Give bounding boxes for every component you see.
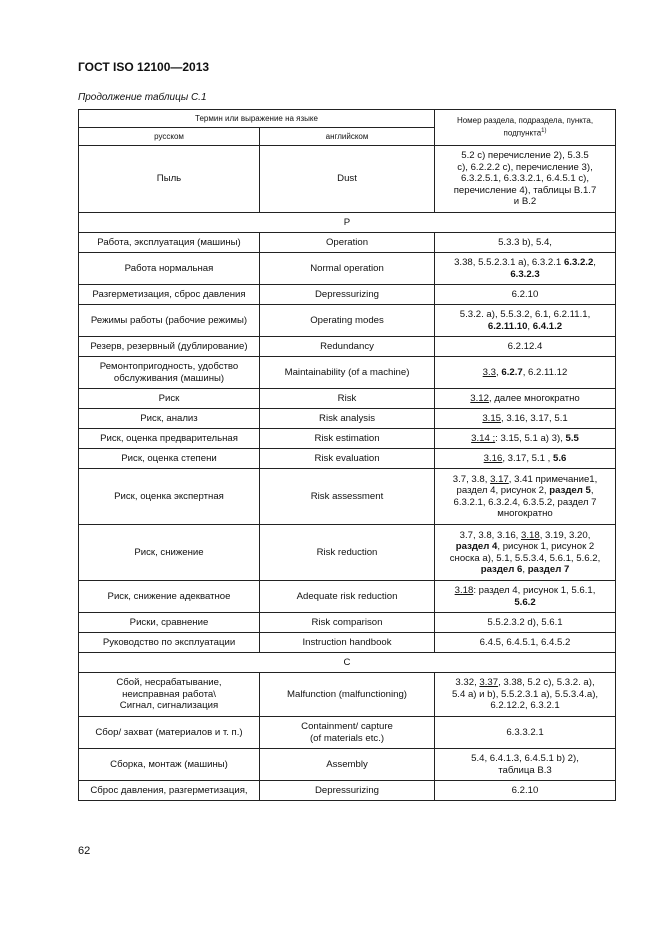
cell-en: Risk assessment — [260, 469, 435, 525]
cell-en: Instruction handbook — [260, 633, 435, 653]
table-row — [79, 717, 616, 749]
cell-ref: 3.18: раздел 4, рисунок 1, 5.6.1, 5.6.2 — [435, 581, 616, 613]
table-row — [79, 253, 616, 285]
cell-ref: 5.5.2.3.2 d), 5.6.1 — [435, 613, 616, 633]
section-letter: С — [79, 653, 616, 673]
cell-ru: Риски, сравнение — [79, 613, 260, 633]
cell-en: Assembly — [260, 749, 435, 781]
cell-en: Risk comparison — [260, 613, 435, 633]
cell-en: Depressurizing — [260, 285, 435, 305]
table-row — [79, 613, 616, 633]
cell-ru: Риск — [79, 389, 260, 409]
cell-ru: Сброс давления, разгерметизация, — [79, 781, 260, 801]
cell-ref: 6.3.3.2.1 — [435, 717, 616, 749]
cell-en: Malfunction (malfunctioning) — [260, 673, 435, 717]
cell-ref: 3.15, 3.16, 3.17, 5.1 — [435, 409, 616, 429]
cell-en: Operating modes — [260, 305, 435, 337]
cell-ru: Пыль — [79, 146, 260, 213]
cell-ref: 6.4.5, 6.4.5.1, 6.4.5.2 — [435, 633, 616, 653]
terms-table — [78, 109, 616, 801]
table-row — [79, 525, 616, 581]
cell-en: Depressurizing — [260, 781, 435, 801]
cell-ref: 3.38, 5.5.2.3.1 a), 6.3.2.1 6.3.2.2, 6.3.2.3 — [435, 253, 616, 285]
cell-ref: 5.4, 6.4.1.3, 6.4.5.1 b) 2), таблица В.3 — [435, 749, 616, 781]
cell-ref: 3.32, 3.37, 3.38, 5.2 c), 5.3.2. a), 5.4 a) и b), 5.5.2.3.1 a), 5.5.3.4.a), 6.2.12.2, 6.3.2.1 — [435, 673, 616, 717]
cell-ru: Риск, оценка степени — [79, 449, 260, 469]
table-row — [79, 749, 616, 781]
cell-ref: 5.2 c) перечисление 2), 5.3.5 c), 6.2.2.2 c), перечисление 3), 6.3.2.5.1, 6.3.3.2.1, 6.4.5.1 c), перечисление 4), таблицы В.1.7 и В.2 — [435, 146, 616, 213]
cell-ru: Резерв, резервный (дублирование) — [79, 337, 260, 357]
table-row — [79, 409, 616, 429]
cell-ru: Сбой, несрабатывание, неисправная работа\ Сигнал, сигнализация — [79, 673, 260, 717]
cell-ru: Сборка, монтаж (машины) — [79, 749, 260, 781]
table-row — [79, 449, 616, 469]
cell-en: Risk — [260, 389, 435, 409]
cell-ru: Режимы работы (рабочие режимы) — [79, 305, 260, 337]
cell-ru: Сбор/ захват (материалов и т. п.) — [79, 717, 260, 749]
cell-ru: Риск, снижение — [79, 525, 260, 581]
cell-ref: 5.3.2. a), 5.5.3.2, 6.1, 6.2.11.1, 6.2.11.10, 6.4.1.2 — [435, 305, 616, 337]
cell-ru: Руководство по эксплуатации — [79, 633, 260, 653]
cell-ru: Риск, оценка предварительная — [79, 429, 260, 449]
table-row — [79, 146, 616, 213]
table-row — [79, 581, 616, 613]
table-row — [79, 673, 616, 717]
cell-en: Risk evaluation — [260, 449, 435, 469]
cell-en: Redundancy — [260, 337, 435, 357]
cell-en: Normal operation — [260, 253, 435, 285]
cell-en: Containment/ capture (of materials etc.) — [260, 717, 435, 749]
header-ru: русском — [79, 128, 260, 146]
table-row — [79, 781, 616, 801]
cell-en: Risk analysis — [260, 409, 435, 429]
cell-ru: Работа нормальная — [79, 253, 260, 285]
cell-ru: Риск, снижение адекватное — [79, 581, 260, 613]
table-row — [79, 389, 616, 409]
cell-en: Risk estimation — [260, 429, 435, 449]
cell-ref: 6.2.10 — [435, 781, 616, 801]
cell-ru: Разгерметизация, сброс давления — [79, 285, 260, 305]
table-row — [79, 633, 616, 653]
page-number: 62 — [78, 845, 91, 857]
cell-en: Dust — [260, 146, 435, 213]
table-row — [79, 233, 616, 253]
cell-en: Maintainability (of a machine) — [260, 357, 435, 389]
cell-ref: 3.7, 3.8, 3.16, 3.18, 3.19, 3.20, раздел 4, рисунок 1, рисунок 2 сноска a), 5.1, 5.5.3.4, 5.6.1, 5.6.2, раздел 6, раздел 7 — [435, 525, 616, 581]
cell-en: Adequate risk reduction — [260, 581, 435, 613]
header-en: английском — [260, 128, 435, 146]
cell-ru: Работа, эксплуатация (машины) — [79, 233, 260, 253]
cell-en: Risk reduction — [260, 525, 435, 581]
cell-ref: 5.3.3 b), 5.4, — [435, 233, 616, 253]
cell-en: Operation — [260, 233, 435, 253]
cell-ref: 6.2.10 — [435, 285, 616, 305]
table-row — [79, 357, 616, 389]
cell-ref: 3.12, далее многократно — [435, 389, 616, 409]
table-row — [79, 429, 616, 449]
cell-ru: Риск, анализ — [79, 409, 260, 429]
cell-ref: 3.14 ;: 3.15, 5.1 a) 3), 5.5 — [435, 429, 616, 449]
cell-ref: 3.16, 3.17, 5.1 , 5.6 — [435, 449, 616, 469]
cell-ref: 6.2.12.4 — [435, 337, 616, 357]
table-row — [79, 469, 616, 525]
section-row — [79, 213, 616, 233]
header-ref: Номер раздела, подраздела, пункта, подпункта$^{1)}$ — [435, 110, 616, 146]
cell-ru: Риск, оценка экспертная — [79, 469, 260, 525]
section-letter: Р — [79, 213, 616, 233]
table-row — [79, 285, 616, 305]
section-row — [79, 653, 616, 673]
table-caption: Продолжение таблицы С.1 — [78, 92, 207, 103]
cell-ref: 3.7, 3.8, 3.17, 3.41 примечание1, раздел 4, рисунок 2, раздел 5, 6.3.2.1, 6.3.2.4, 6.3.5.2, раздел 7 многократно — [435, 469, 616, 525]
table-row — [79, 305, 616, 337]
header-term-group: Термин или выражение на языке — [79, 110, 435, 128]
table-row — [79, 337, 616, 357]
document-title: ГОСТ ISO 12100—2013 — [78, 60, 210, 74]
cell-ref: 3.3, 6.2.7, 6.2.11.12 — [435, 357, 616, 389]
cell-ru: Ремонтопригодность, удобство обслуживания (машины) — [79, 357, 260, 389]
